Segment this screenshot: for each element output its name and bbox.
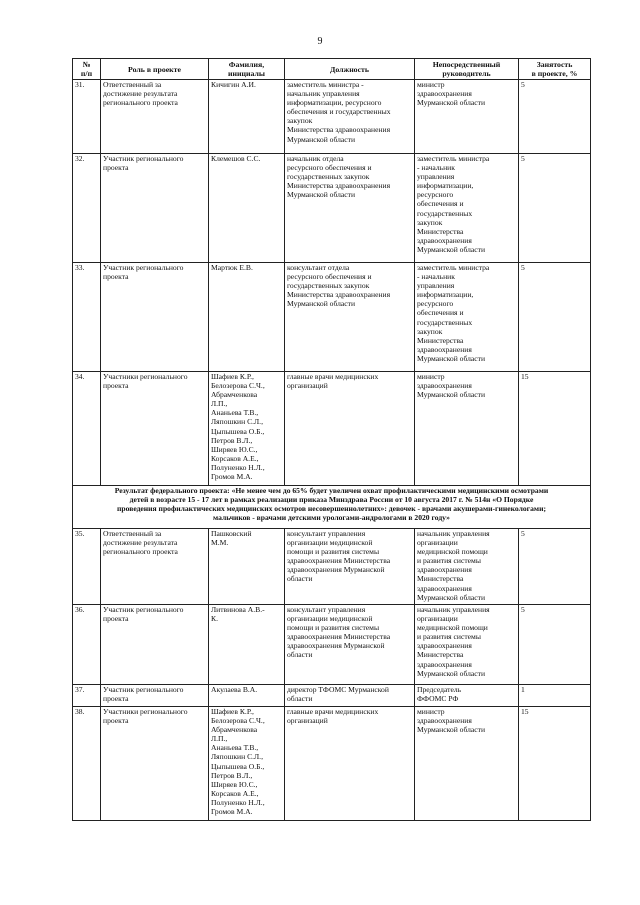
cell-line: начальник управления bbox=[417, 529, 490, 538]
table-body bbox=[73, 80, 591, 821]
cell-line: Полуненко Н.Л., bbox=[211, 797, 265, 807]
cell-line: министр bbox=[417, 707, 445, 716]
supervisor-cell bbox=[415, 263, 519, 372]
row-number: 33. bbox=[73, 263, 101, 372]
header-role: Роль в проекте bbox=[101, 59, 209, 80]
cell-line: достижение результата bbox=[103, 89, 178, 99]
cell-line: Л.П., bbox=[211, 399, 228, 409]
cell-line: Результат федерального проекта: «Не менее чем до 65% будет увеличен охват профилактическими медицинскими осмотрами bbox=[114, 486, 549, 495]
cell-line: Участник регионального bbox=[103, 685, 184, 694]
cell-line: здравоохранения bbox=[417, 565, 472, 575]
cell-line: государственных bbox=[417, 317, 473, 327]
name-cell bbox=[209, 685, 285, 707]
cell-line: заместитель министра - bbox=[287, 80, 364, 89]
name-cell bbox=[209, 154, 285, 263]
cell-line: Акулаева В.А. bbox=[211, 685, 258, 694]
cell-line: здравоохранения Министерства bbox=[287, 556, 391, 566]
cell-line: Участник регионального bbox=[103, 154, 184, 163]
cell-line: консультант управления bbox=[287, 605, 366, 614]
cell-line: Шафиев К.Р., bbox=[211, 372, 254, 381]
cell-line: ресурсного обеспечения и bbox=[287, 272, 372, 282]
table-row bbox=[73, 685, 591, 707]
load-cell: 1 bbox=[519, 685, 591, 707]
cell-line: Белозерова С.Ч., bbox=[211, 381, 265, 391]
cell-line: Корсаков А.Е., bbox=[211, 788, 259, 798]
cell-line: Абрамченкова bbox=[211, 390, 258, 400]
cell-line: государственных закупок bbox=[287, 172, 370, 182]
cell-line: помощи и развития системы bbox=[287, 623, 380, 633]
cell-line: Мурманской области bbox=[417, 98, 486, 108]
supervisor-cell bbox=[415, 605, 519, 685]
load-cell: 5 bbox=[519, 529, 591, 605]
table-row bbox=[73, 372, 591, 486]
cell-line: ресурсного bbox=[417, 190, 454, 200]
cell-line: - начальник bbox=[417, 163, 455, 173]
cell-line: Министерства здравоохранения bbox=[287, 290, 391, 300]
load-cell: 5 bbox=[519, 154, 591, 263]
cell-line: Министерства bbox=[417, 226, 464, 236]
cell-line: закупок bbox=[417, 217, 443, 227]
cell-line: директор ТФОМС Мурманской bbox=[287, 685, 389, 694]
cell-line: Л.П., bbox=[211, 734, 228, 744]
cell-line: здравоохранения Министерства bbox=[287, 632, 391, 642]
position-cell bbox=[285, 605, 415, 685]
row-number: 32. bbox=[73, 154, 101, 263]
cell-line: организации медицинской bbox=[287, 614, 373, 624]
cell-line: обеспечения и bbox=[417, 308, 464, 318]
cell-line: Участник регионального bbox=[103, 263, 184, 272]
header-supervisor: Непосредственный руководитель bbox=[415, 59, 519, 80]
cell-line: Полуненко Н.Л., bbox=[211, 462, 265, 472]
cell-line: Мартюк Е.В. bbox=[211, 263, 253, 272]
cell-line: информатизации, ресурсного bbox=[287, 98, 382, 108]
cell-line: Петров В.Л., bbox=[211, 770, 253, 780]
cell-line: управления bbox=[417, 172, 455, 182]
cell-line: Петров В.Л., bbox=[211, 435, 253, 445]
name-cell bbox=[209, 263, 285, 372]
role-cell bbox=[101, 685, 209, 707]
cell-line: организаций bbox=[287, 381, 328, 391]
cell-line: консультант управления bbox=[287, 529, 366, 538]
cell-line: главные врачи медицинских bbox=[287, 372, 379, 381]
cell-line: здравоохранения bbox=[417, 583, 472, 593]
load-cell: 15 bbox=[519, 372, 591, 486]
position-cell bbox=[285, 529, 415, 605]
cell-line: консультант отдела bbox=[287, 263, 350, 272]
row-number: 35. bbox=[73, 529, 101, 605]
cell-line: Белозерова С.Ч., bbox=[211, 716, 265, 726]
cell-line: достижение результата bbox=[103, 538, 178, 548]
federal-project-result bbox=[73, 486, 591, 529]
cell-line: главные врачи медицинских bbox=[287, 707, 379, 716]
cell-line: здравоохранения bbox=[417, 641, 472, 651]
cell-line: К. bbox=[211, 614, 218, 624]
cell-line: Мурманской области bbox=[287, 299, 356, 309]
cell-line: информатизации, bbox=[417, 181, 474, 191]
cell-line: проекта bbox=[103, 272, 129, 282]
cell-line: управления bbox=[417, 281, 455, 291]
name-cell bbox=[209, 707, 285, 821]
cell-line: Мурманской области bbox=[287, 190, 356, 200]
cell-line: закупок bbox=[287, 116, 313, 126]
cell-line: информатизации, bbox=[417, 290, 474, 300]
cell-line: начальник отдела bbox=[287, 154, 344, 163]
cell-line: организации bbox=[417, 538, 458, 548]
role-cell bbox=[101, 263, 209, 372]
cell-line: Цыпышева О.Б., bbox=[211, 426, 265, 436]
supervisor-cell bbox=[415, 685, 519, 707]
cell-line: Мурманской области bbox=[417, 390, 486, 400]
cell-line: и развития системы bbox=[417, 556, 481, 566]
cell-line: Ананьева Т.В., bbox=[211, 408, 259, 418]
cell-line: Громов М.А. bbox=[211, 807, 253, 817]
header-num: № п/п bbox=[73, 59, 101, 80]
position-cell bbox=[285, 372, 415, 486]
role-cell bbox=[101, 707, 209, 821]
cell-line: Ляпошкин С.Л., bbox=[211, 417, 263, 427]
cell-line: ресурсного bbox=[417, 299, 454, 309]
cell-line: закупок bbox=[417, 326, 443, 336]
name-cell bbox=[209, 605, 285, 685]
role-cell bbox=[101, 154, 209, 263]
cell-line: Министерства здравоохранения bbox=[287, 125, 391, 135]
cell-line: проекта bbox=[103, 716, 129, 726]
cell-line: Ананьева Т.В., bbox=[211, 743, 259, 753]
cell-line: проекта bbox=[103, 694, 129, 704]
cell-line: М.М. bbox=[211, 538, 229, 548]
cell-line: Мурманской области bbox=[417, 592, 486, 602]
supervisor-cell bbox=[415, 372, 519, 486]
position-cell bbox=[285, 707, 415, 821]
cell-line: регионального проекта bbox=[103, 547, 178, 557]
cell-line: Кичигин А.И. bbox=[211, 80, 256, 89]
name-cell bbox=[209, 529, 285, 605]
cell-line: Абрамченкова bbox=[211, 725, 258, 735]
cell-line: области bbox=[287, 650, 313, 660]
cell-line: организации медицинской bbox=[287, 538, 373, 548]
supervisor-cell bbox=[415, 529, 519, 605]
cell-line: Мурманской области bbox=[417, 668, 486, 678]
cell-line: Ширяев Ю.С., bbox=[211, 444, 258, 454]
role-cell bbox=[101, 372, 209, 486]
cell-line: Корсаков А.Е., bbox=[211, 453, 259, 463]
cell-line: Цыпышева О.Б., bbox=[211, 761, 265, 771]
cell-line: Председатель bbox=[417, 685, 462, 694]
cell-line: здравоохранения bbox=[417, 344, 472, 354]
cell-line: Ляпошкин С.Л., bbox=[211, 752, 263, 762]
cell-line: Литвинова А.В.- bbox=[211, 605, 265, 614]
cell-line: начальник управления bbox=[287, 89, 360, 99]
table-row bbox=[73, 605, 591, 685]
cell-line: здравоохранения bbox=[417, 716, 472, 726]
project-team-table bbox=[72, 58, 591, 821]
role-cell bbox=[101, 605, 209, 685]
position-cell bbox=[285, 263, 415, 372]
table-row bbox=[73, 263, 591, 372]
cell-line: организаций bbox=[287, 716, 328, 726]
load-cell: 5 bbox=[519, 263, 591, 372]
cell-line: области bbox=[287, 574, 313, 584]
cell-line: Участники регионального bbox=[103, 372, 188, 381]
cell-line: ФФОМС РФ bbox=[417, 694, 459, 704]
row-number: 37. bbox=[73, 685, 101, 707]
cell-line: государственных закупок bbox=[287, 281, 370, 291]
cell-line: медицинской помощи bbox=[417, 623, 488, 633]
cell-line: Мурманской области bbox=[417, 353, 486, 363]
cell-line: и развития системы bbox=[417, 632, 481, 642]
result-row bbox=[73, 486, 591, 529]
header-load: Занятость в проекте, % bbox=[519, 59, 591, 80]
table-row bbox=[73, 529, 591, 605]
load-cell: 5 bbox=[519, 605, 591, 685]
cell-line: Ширяев Ю.С., bbox=[211, 779, 258, 789]
cell-line: Громов М.А. bbox=[211, 472, 253, 482]
cell-line: обеспечения и bbox=[417, 199, 464, 209]
cell-line: здравоохранения bbox=[417, 659, 472, 669]
row-number: 36. bbox=[73, 605, 101, 685]
cell-line: здравоохранения Мурманской bbox=[287, 565, 385, 575]
cell-line: министр bbox=[417, 80, 445, 89]
cell-line: медицинской помощи bbox=[417, 547, 488, 557]
cell-line: ресурсного обеспечения и bbox=[287, 163, 372, 173]
row-number: 34. bbox=[73, 372, 101, 486]
cell-line: Пашковский bbox=[211, 529, 252, 538]
cell-line: Мурманской области bbox=[287, 134, 356, 144]
cell-line: здравоохранения bbox=[417, 89, 472, 99]
cell-line: Министерства здравоохранения bbox=[287, 181, 391, 191]
name-cell bbox=[209, 372, 285, 486]
cell-line: - начальник bbox=[417, 272, 455, 282]
supervisor-cell bbox=[415, 80, 519, 154]
position-cell bbox=[285, 80, 415, 154]
cell-line: области bbox=[287, 694, 313, 704]
cell-line: помощи и развития системы bbox=[287, 547, 380, 557]
cell-line: мальчиков - врачами детскими урологами-андрологами в 2020 году» bbox=[213, 513, 450, 523]
cell-line: проекта bbox=[103, 163, 129, 173]
cell-line: обеспечения и государственных bbox=[287, 107, 391, 117]
cell-line: Клемешов С.С. bbox=[211, 154, 261, 163]
cell-line: заместитель министра bbox=[417, 154, 490, 163]
table-row bbox=[73, 154, 591, 263]
cell-line: Мурманской области bbox=[417, 725, 486, 735]
cell-line: Участник регионального bbox=[103, 605, 184, 614]
cell-line: регионального проекта bbox=[103, 98, 178, 108]
header-position: Должность bbox=[285, 59, 415, 80]
row-number: 31. bbox=[73, 80, 101, 154]
table-header-row bbox=[73, 59, 591, 80]
table-row bbox=[73, 80, 591, 154]
position-cell bbox=[285, 685, 415, 707]
load-cell: 5 bbox=[519, 80, 591, 154]
cell-line: здравоохранения bbox=[417, 381, 472, 391]
cell-line: проведения профилактических медицинских осмотров несовершеннолетних»: девочек - врачами акушерами-гинекологами; bbox=[117, 504, 546, 514]
header-name: Фамилия, инициалы bbox=[209, 59, 285, 80]
name-cell bbox=[209, 80, 285, 154]
cell-line: заместитель министра bbox=[417, 263, 490, 272]
row-number: 38. bbox=[73, 707, 101, 821]
cell-line: Ответственный за bbox=[103, 529, 162, 538]
position-cell bbox=[285, 154, 415, 263]
cell-line: Мурманской области bbox=[417, 244, 486, 254]
cell-line: начальник управления bbox=[417, 605, 490, 614]
cell-line: организации bbox=[417, 614, 458, 624]
supervisor-cell bbox=[415, 707, 519, 821]
cell-line: Министерства bbox=[417, 574, 464, 584]
supervisor-cell bbox=[415, 154, 519, 263]
cell-line: здравоохранения bbox=[417, 235, 472, 245]
page-number: 9 bbox=[317, 36, 323, 47]
load-cell: 15 bbox=[519, 707, 591, 821]
role-cell bbox=[101, 529, 209, 605]
role-cell bbox=[101, 80, 209, 154]
cell-line: Шафиев К.Р., bbox=[211, 707, 254, 716]
cell-line: министр bbox=[417, 372, 445, 381]
cell-line: проекта bbox=[103, 381, 129, 391]
cell-line: здравоохранения Мурманской bbox=[287, 641, 385, 651]
cell-line: государственных bbox=[417, 208, 473, 218]
cell-line: детей в возрасте 15 - 17 лет в рамках реализации приказа Минздрава России от 10 августа 2017 г. № 514н «О Порядке bbox=[129, 495, 534, 505]
cell-line: проекта bbox=[103, 614, 129, 624]
table-row bbox=[73, 707, 591, 821]
cell-line: Ответственный за bbox=[103, 80, 162, 89]
cell-line: Министерства bbox=[417, 650, 464, 660]
cell-line: Министерства bbox=[417, 335, 464, 345]
cell-line: Участники регионального bbox=[103, 707, 188, 716]
